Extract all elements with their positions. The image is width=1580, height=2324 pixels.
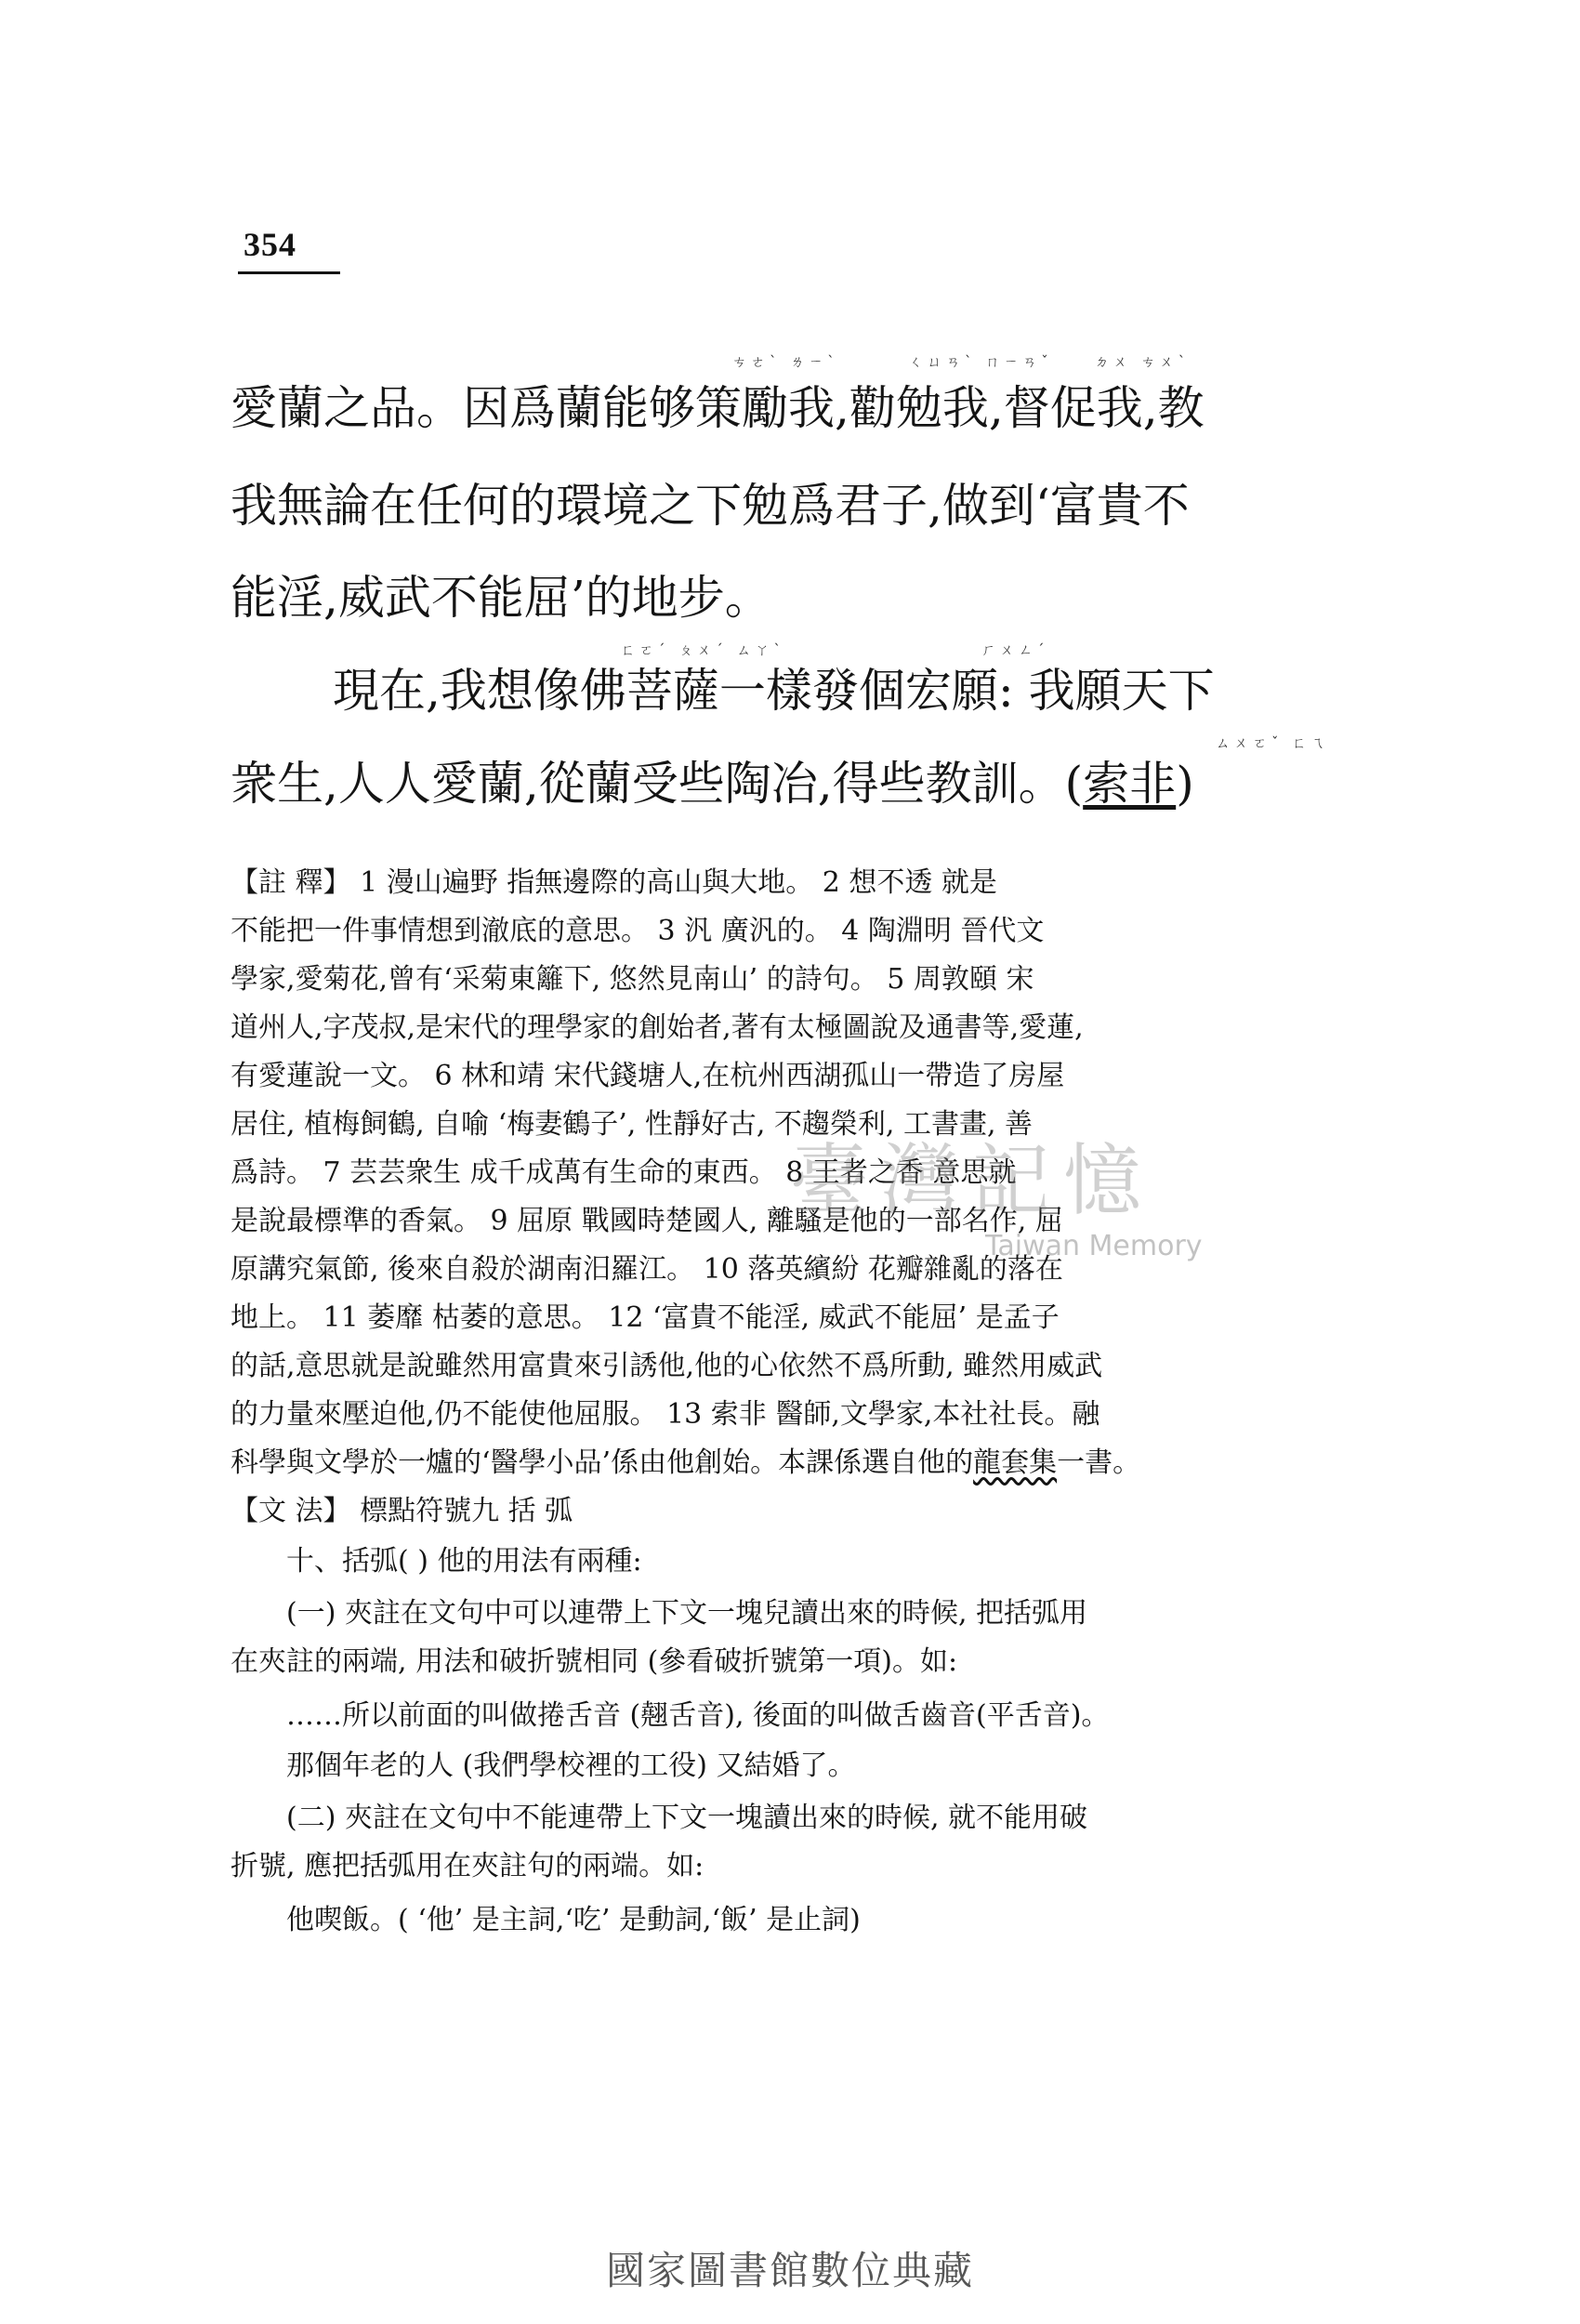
notes-line: 的話,意思就是說雖然用富貴來引誘他,他的心依然不爲所動, 雖然用威武: [230, 1350, 1103, 1382]
notes-line: 是說最標準的香氣。 9 屈原 戰國時楚國人, 離騷是他的一部名作, 屈: [230, 1205, 1063, 1237]
author-name: 索非: [1083, 757, 1177, 811]
notes-line: 學家,愛菊花,曾有‘采菊東籬下, 悠然見南山’ 的詩句。 5 周敦頤 宋: [230, 963, 1034, 996]
book-title: 龍套集: [973, 1446, 1058, 1479]
notes-line: 居住, 植梅飼鶴, 自喻 ‘梅妻鶴子’, 性靜好古, 不趨榮利, 工書畫, 善: [230, 1108, 1034, 1141]
grammar-line: 他喫飯。( ‘他’ 是主詞,‘吃’ 是動詞,‘飯’ 是止詞): [286, 1904, 861, 1936]
notes-line: 【註 釋】 1 漫山遍野 指無邊際的高山與大地。 2 想不透 就是: [230, 866, 997, 899]
main-text-fragment: ): [1176, 757, 1194, 811]
main-text-line: 現在,我想像佛菩薩一樣發個宏願: 我願天下: [333, 664, 1215, 718]
phonetic-annotation: ㄙㄨㄛˇ ㄈㄟ: [1216, 734, 1330, 751]
phonetic-annotation: ㄈㄛˊ ㄆㄨˊ ㄙㄚˋ: [621, 641, 786, 658]
grammar-line: 折號, 應把括弧用在夾註句的兩端。如:: [230, 1850, 704, 1882]
phonetic-annotation: ㄉㄨ ㄘㄨˋ: [1095, 353, 1191, 370]
watermark-chinese: 臺灣記憶: [790, 1135, 1155, 1226]
grammar-line: (二) 夾註在文句中不能連帶上下文一塊讀出來的時候, 就不能用破: [286, 1802, 1088, 1834]
main-text-line: 愛蘭之品。因爲蘭能够策勵我,勸勉我,督促我,教: [230, 381, 1205, 435]
page-number-rule: [238, 271, 340, 274]
notes-fragment: 一書。: [1057, 1446, 1141, 1479]
phonetic-annotation: ㄏㄨㄥˊ: [981, 641, 1049, 658]
main-text-fragment: 衆生,人人愛蘭,從蘭受些陶冶,得些教訓。(: [230, 757, 1084, 811]
notes-line: 有愛蓮說一文。 6 林和靖 宋代錢塘人,在杭州西湖孤山一帶造了房屋: [230, 1060, 1065, 1092]
main-text-line: [230, 755, 1194, 812]
grammar-line: 在夾註的兩端, 用法和破折號相同 (參看破折號第一項)。如:: [230, 1645, 958, 1678]
watermark-english: Taiwan Memory: [985, 1230, 1203, 1262]
notes-line: 不能把一件事情想到澈底的意思。 3 汎 廣汎的。 4 陶淵明 晉代文: [230, 915, 1045, 947]
notes-line: 的力量來壓迫他,仍不能使他屈服。 13 索非 醫師,文學家,本社社長。融: [230, 1398, 1100, 1431]
grammar-line: (一) 夾註在文句中可以連帶上下文一塊兒讀出來的時候, 把括弧用: [286, 1597, 1088, 1630]
page-number: 354: [244, 226, 296, 263]
grammar-line: 那個年老的人 (我們學校裡的工役) 又結婚了。: [286, 1750, 856, 1782]
notes-line: 原講究氣節, 後來自殺於湖南汨羅江。 10 落英繽紛 花瓣雜亂的落在: [230, 1253, 1063, 1286]
main-text-line: 我無論在任何的環境之下勉爲君子,做到‘富貴不: [230, 479, 1190, 533]
notes-line: [230, 1445, 1140, 1482]
grammar-line: ……所以前面的叫做捲舌音 (翹舌音), 後面的叫做舌齒音(平舌音)。: [286, 1699, 1110, 1732]
notes-line: 道州人,字茂叔,是宋代的理學家的創始者,著有太極圖說及通書等,愛蓮,: [230, 1011, 1084, 1044]
main-text-line: 能淫,威武不能屈’的地步。: [230, 571, 771, 625]
notes-fragment: 科學與文學於一爐的‘醫學小品’係由他創始。本課係選自他的: [230, 1446, 974, 1479]
notes-line: 地上。 11 萎靡 枯萎的意思。 12 ‘富貴不能淫, 威武不能屈’ 是孟子: [230, 1301, 1060, 1334]
phonetic-annotation: ㄘㄜˋ ㄌㄧˋ: [732, 353, 839, 370]
grammar-line: 【文 法】 標點符號九 括 弧: [230, 1495, 573, 1527]
grammar-line: 十、括弧( ) 他的用法有兩種:: [286, 1545, 642, 1578]
notes-line: 爲詩。 7 芸芸衆生 成千成萬有生命的東西。 8 王者之香 意思就: [230, 1156, 1017, 1189]
phonetic-annotation: ㄑㄩㄢˋ ㄇㄧㄢˇ: [909, 353, 1053, 370]
footer-credit: 國家圖書館數位典藏: [605, 2248, 974, 2293]
